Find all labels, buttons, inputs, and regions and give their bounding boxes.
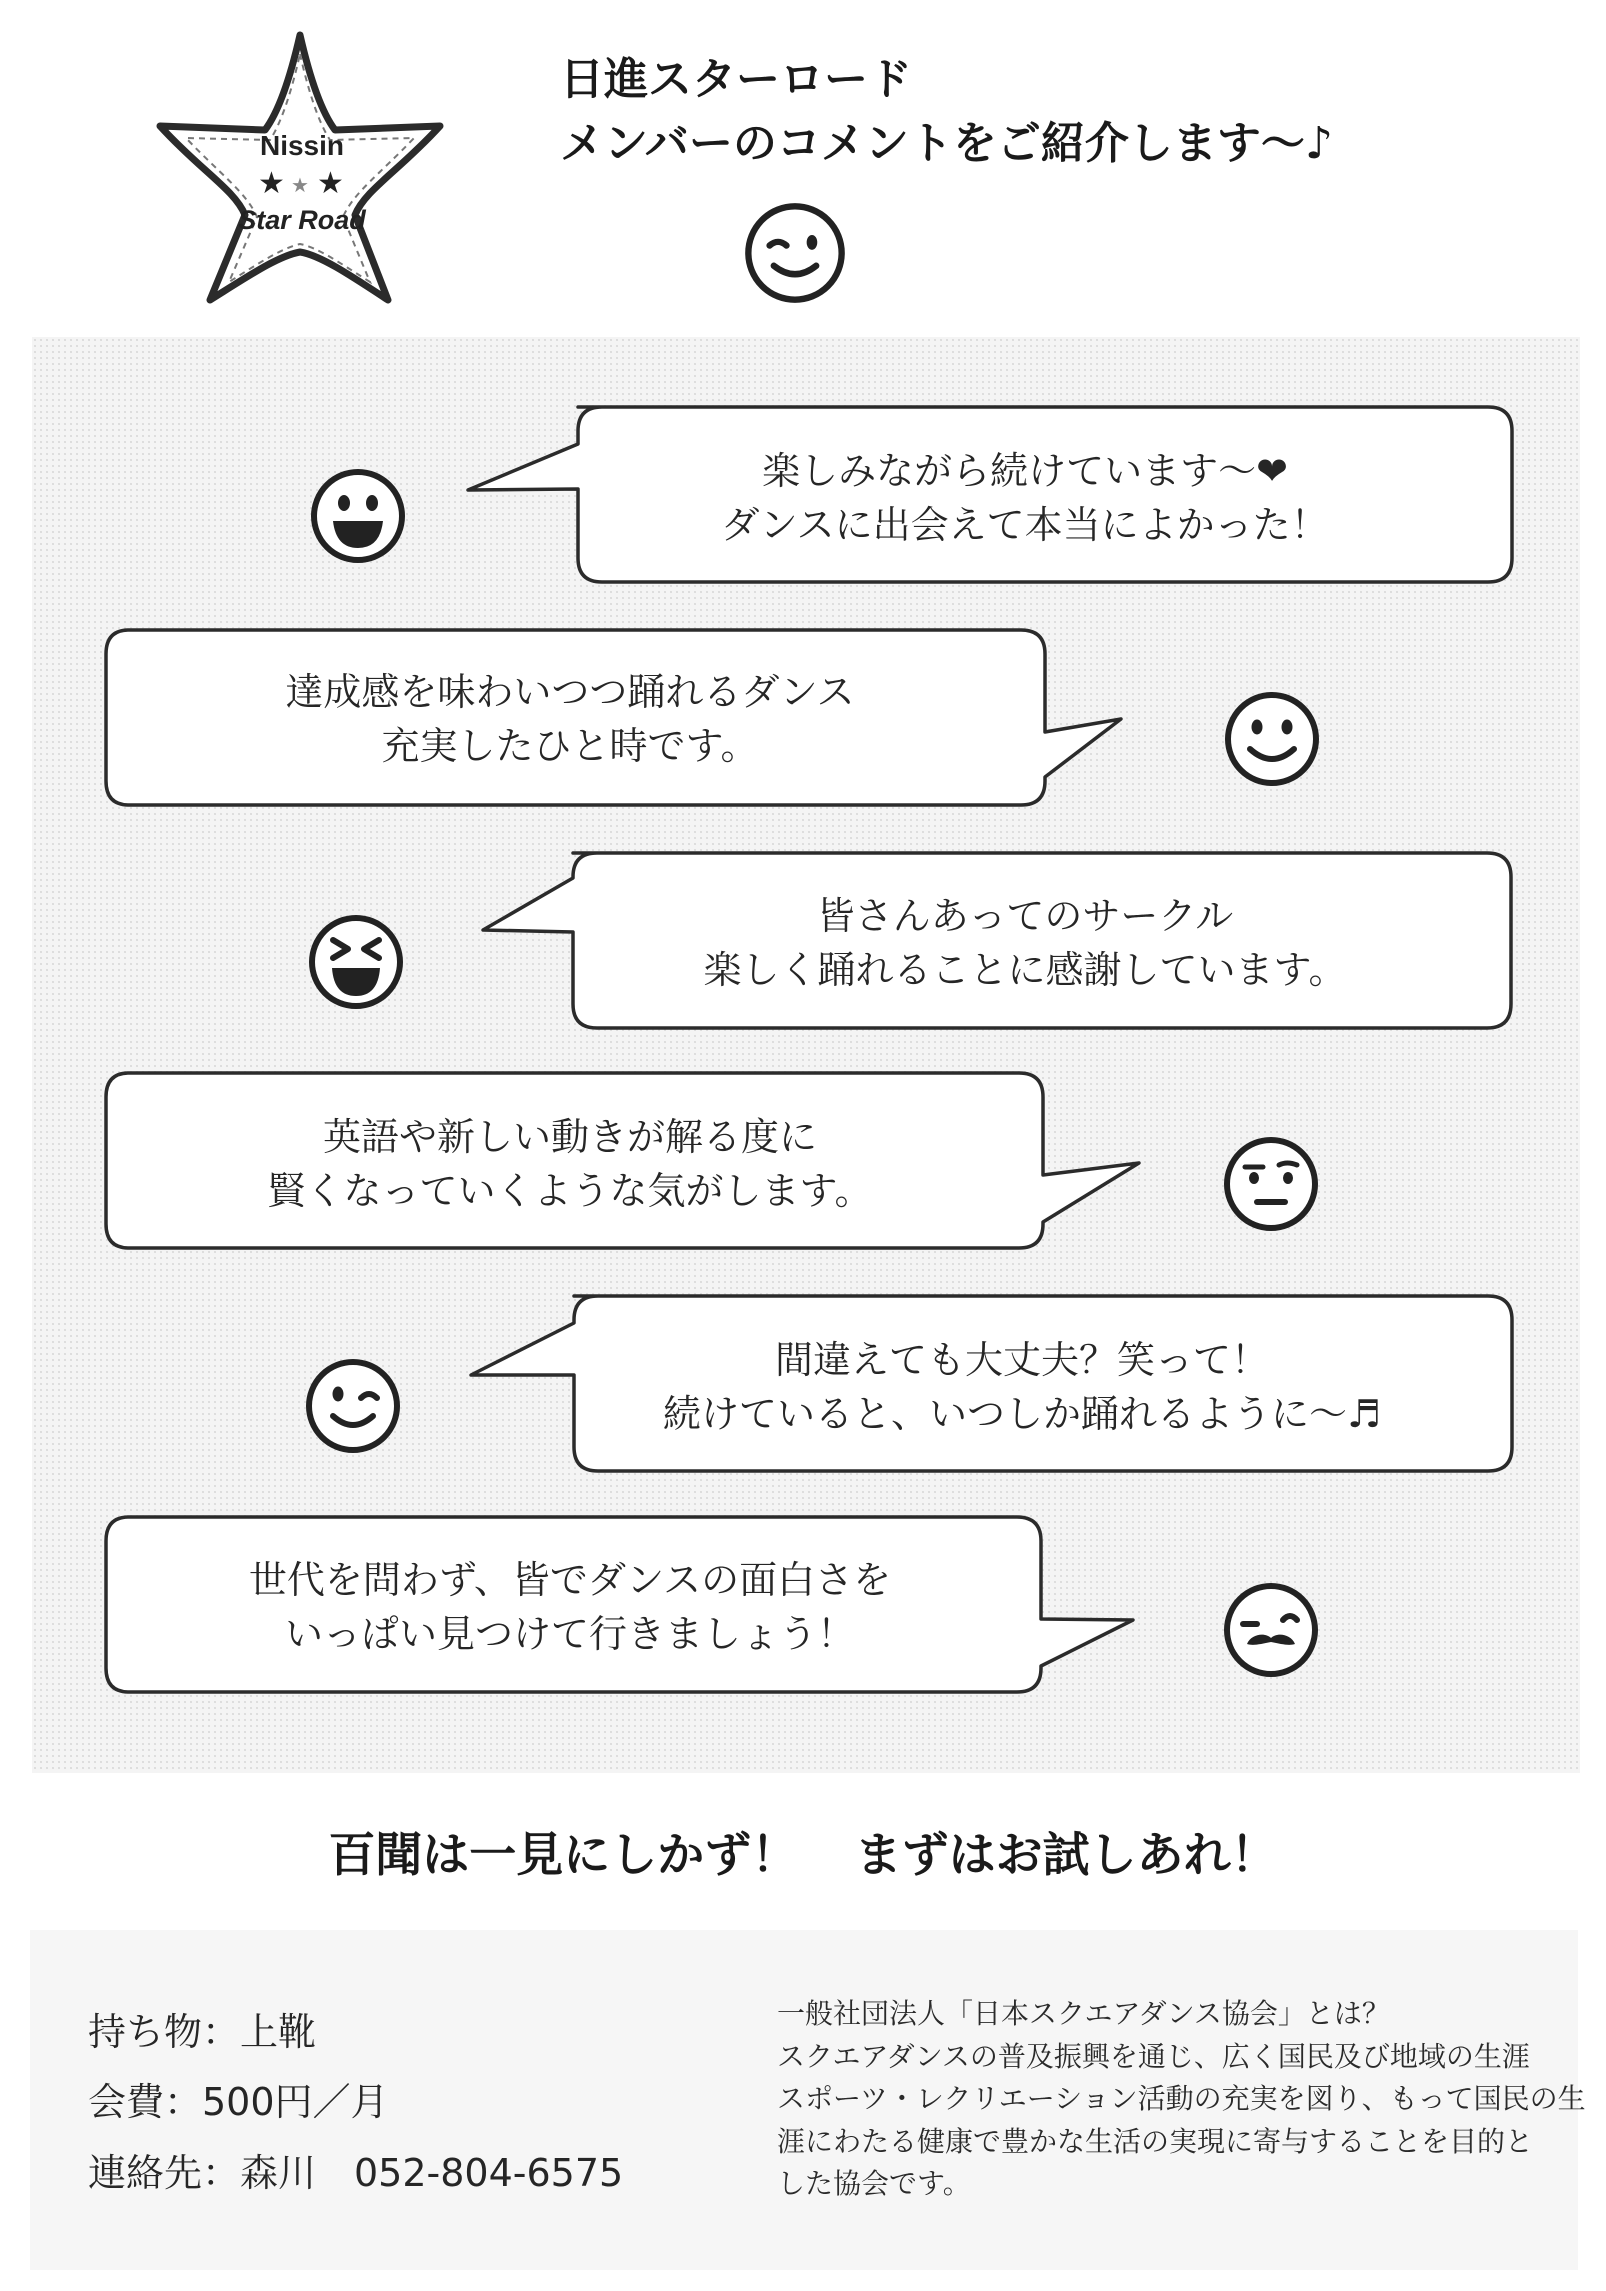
comment-6-text: 世代を問わず、皆でダンスの面白さを いっぱい見つけて行きましょう！	[248, 1558, 892, 1656]
smiling-face-icon	[1222, 689, 1322, 789]
contact-text: 連絡先：森川 052-804-6575	[88, 2151, 624, 2195]
nissin-star-road-logo	[150, 30, 450, 305]
svg-text:★: ★	[317, 166, 344, 201]
association-description: 一般社団法人「日本スクエアダンス協会」とは？ スクエアダンスの普及振興を通じ、広く国民及び地域の生涯 スポーツ・レクリエーション活動の充実を図り、もって国民の生 涯にわたる健康で豊かな生活の実現に寄与することを目的と した協会です。	[777, 1997, 1586, 2200]
winking-face-icon	[303, 1356, 403, 1456]
page-title	[560, 48, 1333, 176]
comment-1-text: 楽しみながら続けています～❤ ダンスに出会えて本当によかった！	[721, 449, 1329, 547]
title-line1: 日進スターロード	[560, 54, 912, 105]
fee-text: 会費：500円／月	[88, 2080, 389, 2124]
thinking-face-icon	[1221, 1134, 1321, 1234]
mustache-face-icon	[1221, 1580, 1321, 1680]
slogan	[0, 1818, 1606, 1885]
logo-line2: Star Road	[238, 205, 366, 235]
comment-3-text: 皆さんあってのサークル 楽しく踊れることに感謝しています。	[703, 894, 1347, 992]
belongings-text: 持ち物：上靴	[88, 2010, 317, 2054]
grinning-face-icon	[308, 466, 408, 566]
slogan-part2: まずはお試しあれ！	[854, 1828, 1278, 1883]
slogan-part1: 百聞は一見にしかず！	[328, 1828, 799, 1883]
title-line2: メンバーのコメントをご紹介します～♪	[560, 118, 1333, 169]
svg-text:★: ★	[258, 166, 285, 201]
svg-text:★: ★	[291, 173, 309, 197]
comment-5-text: 間違えても大丈夫？笑って！ 続けていると、いつしか踊れるように～♬	[662, 1338, 1382, 1436]
laughing-squint-face-icon	[306, 912, 406, 1012]
comment-4-text: 英語や新しい動きが解る度に 賢くなっていくような気がします。	[267, 1115, 873, 1213]
logo-line1: Nissin	[259, 130, 345, 161]
comment-2-text: 達成感を味わいつつ踊れるダンス 充実したひと時です。	[285, 670, 855, 768]
winking-face-icon	[742, 200, 848, 306]
